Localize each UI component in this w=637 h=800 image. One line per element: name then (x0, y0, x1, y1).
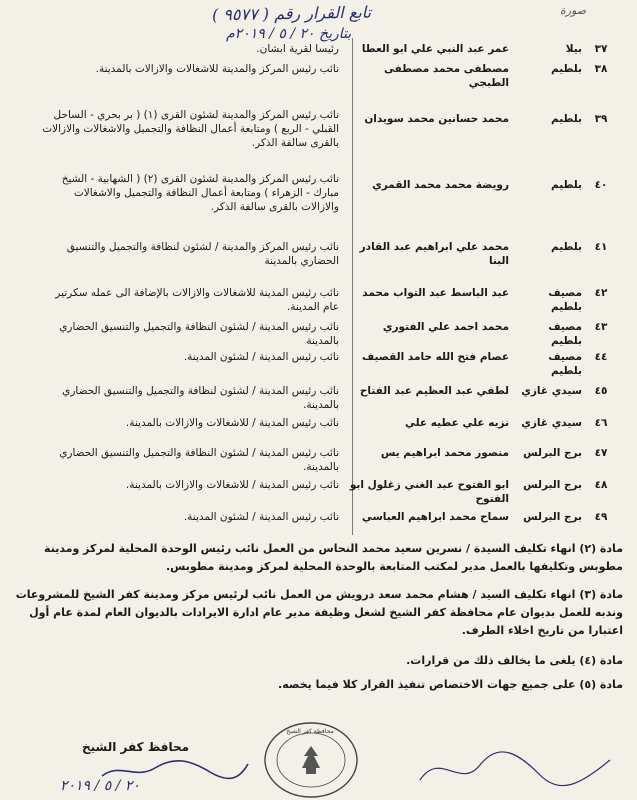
table-row (0, 286, 637, 316)
row-number: ٤٠ (594, 179, 608, 191)
article-4 (15, 652, 623, 670)
table-row (0, 108, 637, 160)
row-location: مصيف بلطيم (548, 287, 582, 313)
article-label: مادة (٤) (579, 654, 623, 667)
row-location: سيدي غازي (521, 385, 582, 397)
row-name: عبد الباسط عبد التواب محمد (362, 287, 509, 299)
row-job: نائب رئيس المركز والمدينة لشئون القرى (٢) ( الشهابية - الشيخ مبارك - الزهراء ) ومتابعة أعمال النظافة والتجميل والاشغالات والازالات بالقرى سالفة الذكر. (61, 173, 339, 213)
row-location: سيدي غازي (521, 417, 582, 429)
row-location: مصيف بلطيم (548, 351, 582, 377)
seal-text: محافظة كفر الشيخ (286, 728, 334, 735)
article-5 (15, 676, 623, 694)
row-job: نائب رئيس المدينة للاشغالات والازالات بالإضافة الى عمله سكرتير عام المدينة. (55, 287, 339, 313)
row-name: لطفي عبد العظيم عبد الفتاح (359, 385, 509, 397)
margin-handwriting (400, 740, 620, 794)
table-row (0, 446, 637, 476)
table-row (0, 320, 637, 350)
row-job: نائب رئيس المدينة / للاشغالات والازالات بالمدينة. (125, 479, 339, 491)
row-number: ٤٧ (594, 447, 608, 459)
row-name: رويضة محمد محمد القمري (372, 179, 509, 191)
row-job: نائب رئيس المدينة / لشئون المدينة. (183, 351, 339, 363)
table-row (0, 510, 637, 530)
article-text: انهاء تكليف السيدة / نسرين سعيد محمد النحاس من العمل نائب رئيس الوحدة المحلية لمركز ومدينة مطوبس وتكليفها بالعمل مدير لمكتب المتابعة بالوحدة المحلية لمركز ومدينة مطوبس. (44, 542, 623, 573)
row-location: بلطيم (551, 179, 582, 191)
article-label: مادة (٥) (579, 678, 623, 691)
article-text: على جميع جهات الاختصاص تنفيذ القرار كلا فيما يخصه. (278, 678, 576, 691)
table-row (0, 172, 637, 228)
table-row (0, 384, 637, 414)
row-job: نائب رئيس المركز والمدينة للاشغالات والازالات بالمدينة. (95, 63, 339, 75)
row-number: ٣٩ (594, 113, 608, 125)
row-name: محمد علي ابراهيم عبد القادر البنا (359, 241, 509, 267)
row-name: منصور محمد ابراهيم يس (380, 447, 509, 459)
row-name: ابو الفتوح عبد الغني زغلول ابو الفتوح (349, 479, 509, 505)
handwritten-decree-date: بتاريخ ٢٠ / ٥ / ٢٠١٩م (226, 26, 352, 42)
governor-title: محافظ كفر الشيخ (82, 740, 190, 754)
row-job: نائب رئيس المدينة / لشئون لنظافة والتجميل والتنسيق الحضاري بالمدينة. (62, 385, 339, 411)
row-location: برج البرلس (523, 447, 582, 459)
row-location: بيلا (565, 43, 582, 55)
row-number: ٣٨ (594, 63, 608, 75)
row-name: عصام فتح الله حامد القصيف (361, 351, 509, 363)
row-name: مصطفى محمد مصطفى الطبجي (384, 63, 509, 89)
row-job: نائب رئيس المدينة / لشئون النظافة والتجميل والتنسيق الحضاري بالمدينة (59, 321, 339, 347)
row-number: ٤٦ (594, 417, 608, 429)
row-number: ٤٨ (594, 479, 608, 491)
row-number: ٤٥ (594, 385, 608, 397)
row-number: ٣٧ (594, 43, 608, 55)
handwritten-corner-note: صورة (560, 4, 587, 17)
table-row (0, 478, 637, 508)
row-location: برج البرلس (523, 479, 582, 491)
signature-date: ٢٠ / ٥ / ٢٠١٩ (60, 778, 140, 794)
article-label: مادة (٣) (579, 588, 623, 601)
row-location: بلطيم (551, 63, 582, 75)
row-job: نائب رئيس المركز والمدينة / لشئون لنظافة والتجميل والتنسيق الحضاري بالمدينة (66, 241, 339, 267)
article-text: انهاء تكليف السيد / هشام محمد سعد درويش من العمل نائب لرئيس مركز ومدينة كفر الشيخ للمشروعات وندبه للعمل بديوان عام محافظة كفر الشيخ لشغل وظيفة مدير عام ادارة الايرادات بالديوان العام لمدة عام أول اعتبارا من تاريخ اخلاء الطرف. (15, 588, 623, 637)
row-location: بلطيم (551, 113, 582, 125)
row-name: نزيه علي عطيه علي (405, 417, 509, 429)
row-name: سماح محمد ابراهيم العباسي (361, 511, 509, 523)
row-location: مصيف بلطيم (548, 321, 582, 347)
row-job: نائب رئيس المدينة / للاشغالات والازالات بالمدينة. (125, 417, 339, 429)
row-job: رئيسا لقرية ابشان. (256, 43, 339, 55)
article-label: مادة (٢) (579, 542, 623, 555)
article-text: يلغى ما يخالف ذلك من قرارات. (406, 654, 576, 667)
table-row (0, 42, 637, 62)
row-location: بلطيم (551, 241, 582, 253)
row-name: عمر عبد النبي علي ابو العطا (361, 43, 509, 55)
row-number: ٤٣ (594, 321, 608, 333)
row-location: برج البرلس (523, 511, 582, 523)
table-row (0, 62, 637, 92)
row-name: محمد حسانين محمد سويدان (364, 113, 509, 125)
row-job: نائب رئيس المركز والمدينة لشئون القرى (١) ( بر بحري - الساحل القبلي - الربع ) ومتابعة أعمال النظافة والتجميل والاشغالات والازالات بالقرى سالفة الذكر. (42, 109, 339, 149)
article-3 (15, 586, 623, 640)
row-job: نائب رئيس المدينة / لشئون النظافة والتجميل والتنسيق الحضاري بالمدينة. (59, 447, 339, 473)
row-job: نائب رئيس المدينة / لشئون المدينة. (183, 511, 339, 523)
handwritten-decree-number: تابع القرار رقم ( ٩٥٧٧ ) (211, 2, 372, 25)
article-2 (15, 540, 623, 576)
row-number: ٤٤ (594, 351, 608, 363)
table-row (0, 240, 637, 276)
row-number: ٤٩ (594, 511, 608, 523)
table-row (0, 416, 637, 436)
row-number: ٤١ (594, 241, 608, 253)
row-name: محمد احمد علي الفتوري (382, 321, 509, 333)
row-number: ٤٢ (594, 287, 608, 299)
table-row (0, 350, 637, 377)
